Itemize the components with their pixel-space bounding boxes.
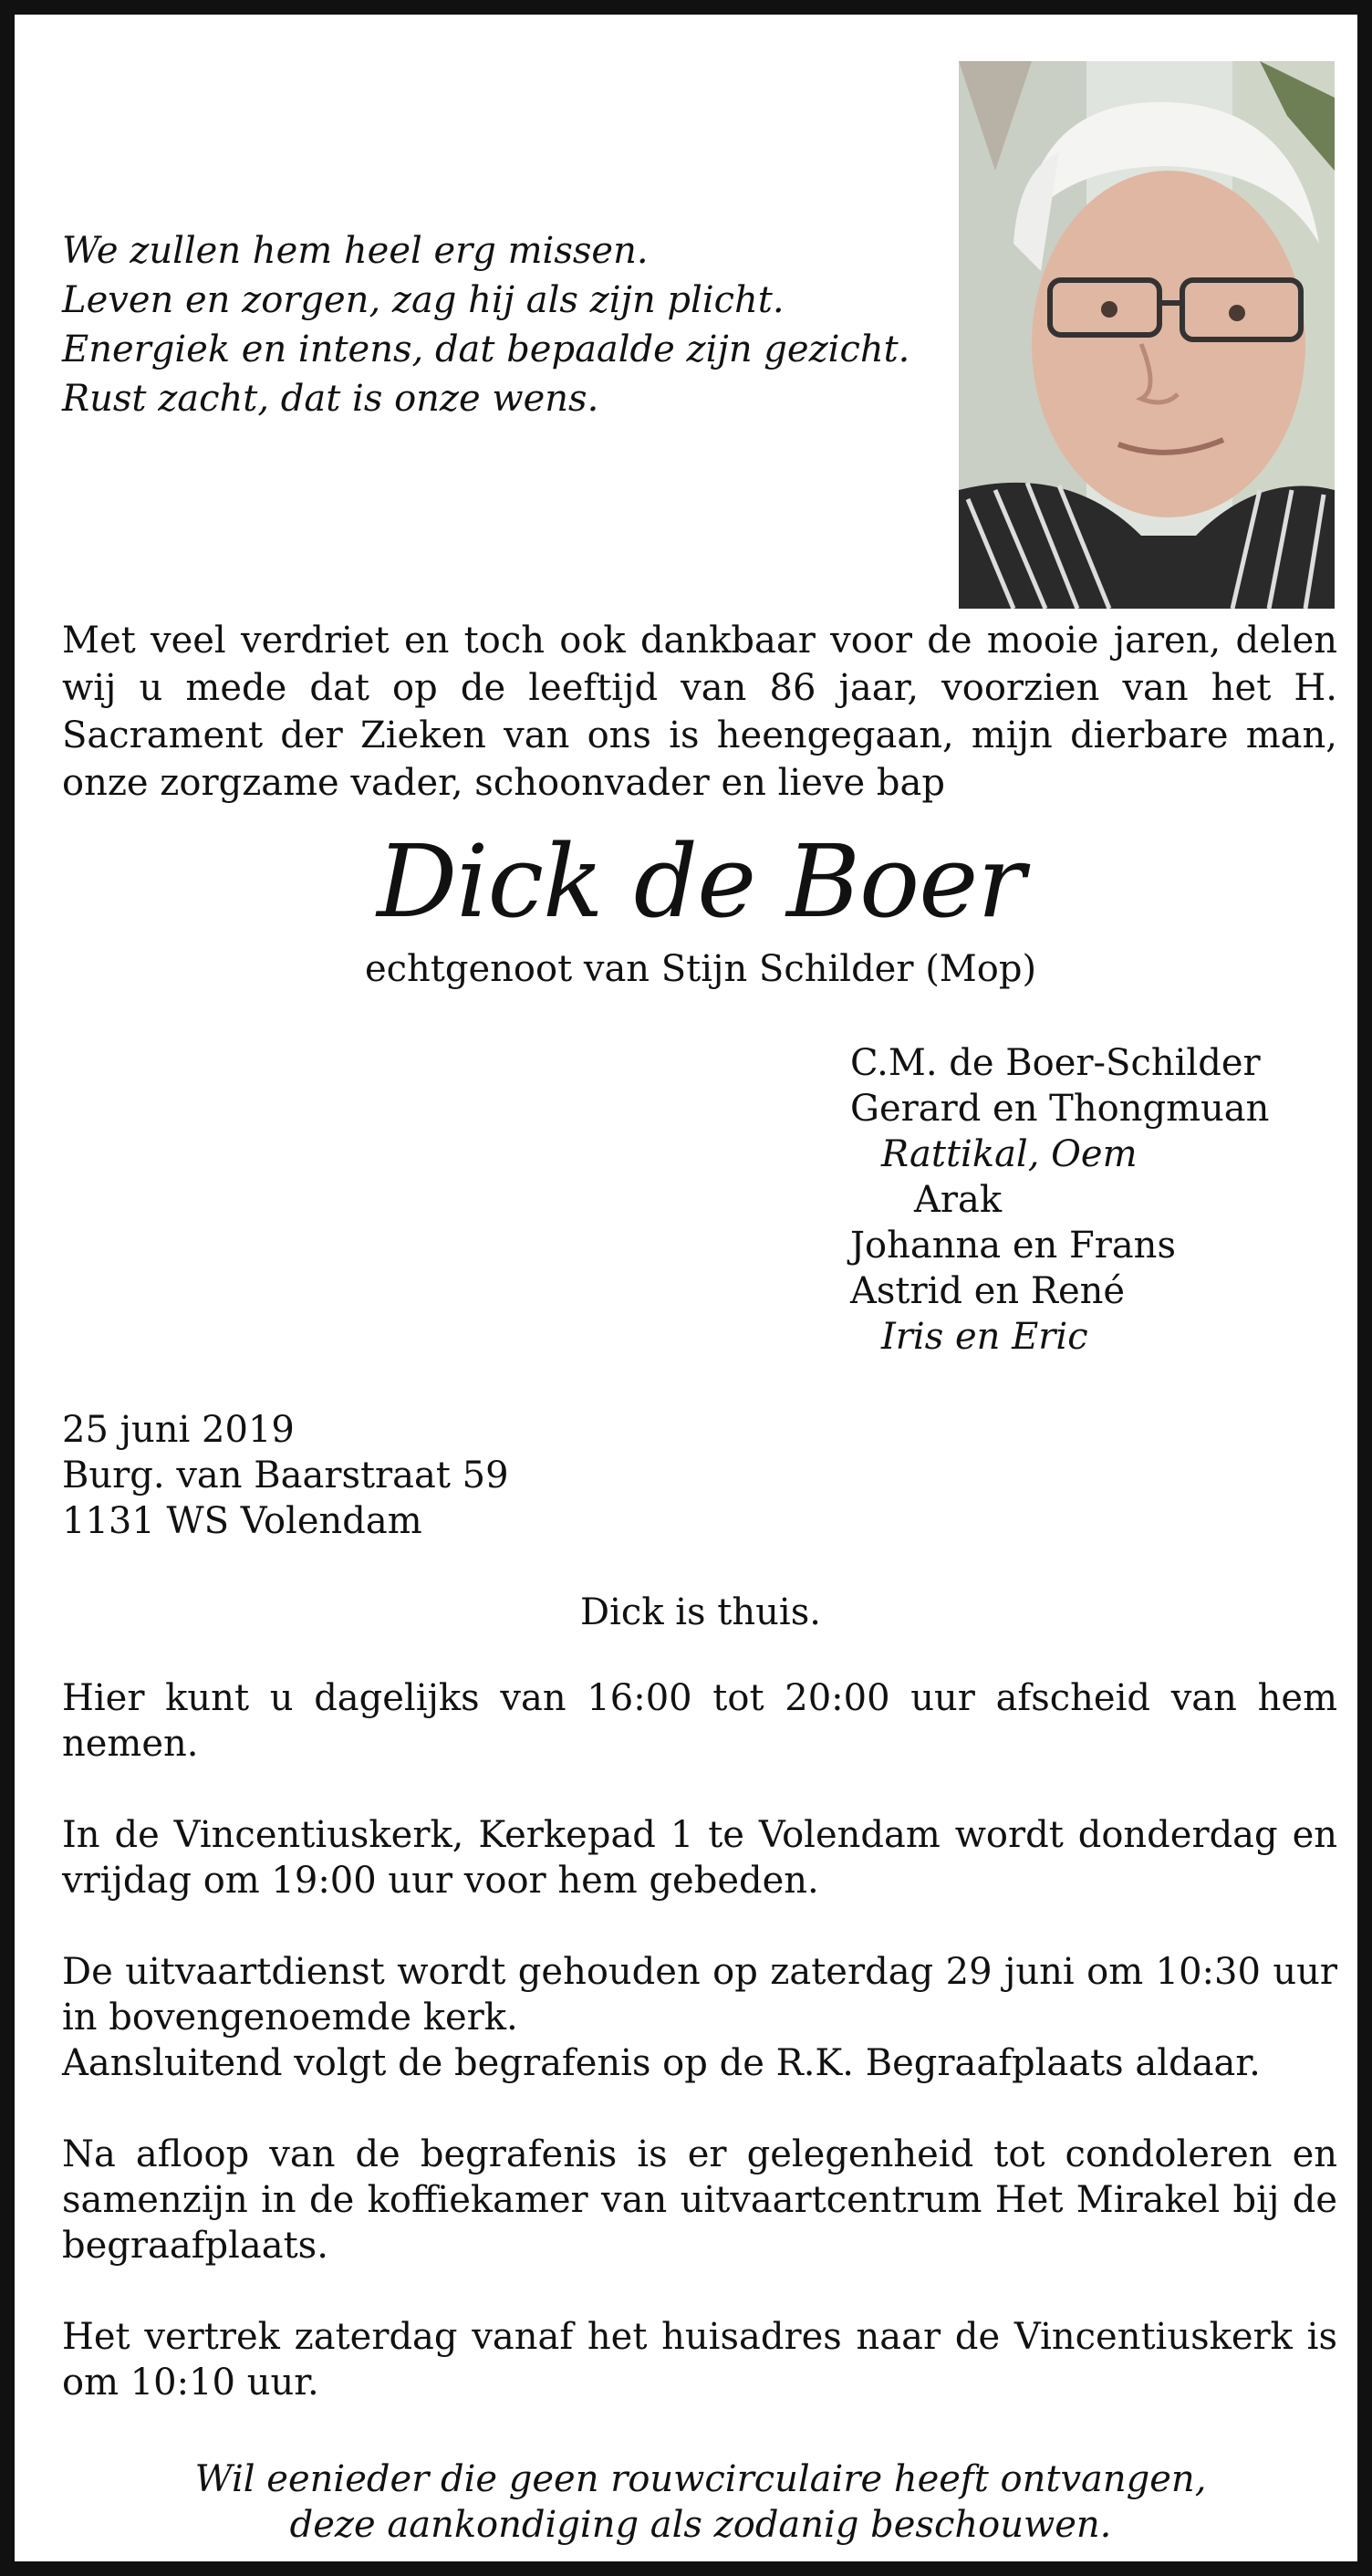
service-paragraph [62, 1949, 1337, 2086]
at-home-line: Dick is thuis. [580, 1591, 821, 1633]
poem-line: Leven en zorgen, zag hij als zijn plicht. [62, 279, 785, 321]
family-list [850, 1040, 1361, 1360]
deceased-name: Dick de Boer [377, 823, 1024, 940]
footer-line: deze aankondiging als zodanig beschouwen. [289, 2504, 1112, 2546]
family-member: Gerard en Thongmuan [850, 1088, 1270, 1130]
poem [62, 226, 956, 423]
portrait-illustration [959, 61, 1335, 609]
condolence-paragraph: Na afloop van de begrafenis is er gelegenheid tot condoleren en samenzijn in de koffiekamer van uitvaartcentrum Het Mirakel bij de begraafplaats. [62, 2133, 1337, 2267]
family-member: Rattikal, Oem [881, 1133, 1138, 1175]
home-address [62, 1407, 701, 1544]
family-member: Iris en Eric [881, 1316, 1088, 1358]
poem-line: We zullen hem heel erg missen. [62, 230, 649, 272]
family-member: Johanna en Frans [850, 1225, 1176, 1267]
visiting-paragraph: Hier kunt u dagelijks van 16:00 tot 20:00 uur afscheid van hem nemen. [62, 1677, 1337, 1765]
street-address: Burg. van Baarstraat 59 [62, 1455, 509, 1497]
spouse-line: echtgenoot van Stijn Schilder (Mop) [364, 948, 1037, 990]
family-member: Arak [914, 1179, 1003, 1221]
notice-date: 25 juni 2019 [62, 1409, 295, 1451]
footer-note [15, 2456, 1372, 2548]
service-line: De uitvaartdienst wordt gehouden op zaterdag 29 juni om 10:30 uur in bovengenoemde kerk. [62, 1951, 1337, 2039]
family-member: Astrid en René [850, 1270, 1126, 1312]
poem-line: Rust zacht, dat is onze wens. [62, 378, 599, 420]
burial-line: Aansluitend volgt de begrafenis op de R.K. Begraafplaats aldaar. [62, 2042, 1261, 2084]
arrangements [62, 1675, 1337, 2451]
footer-line: Wil eenieder die geen rouwcirculaire heeft ontvangen, [194, 2458, 1207, 2500]
family-member: C.M. de Boer-Schilder [850, 1042, 1261, 1084]
portrait-photo [959, 61, 1335, 609]
departure-paragraph: Het vertrek zaterdag vanaf het huisadres naar de Vincentiuskerk is om 10:10 uur. [62, 2316, 1337, 2404]
postal-city: 1131 WS Volendam [62, 1500, 422, 1542]
poem-line: Energiek en intens, dat bepaalde zijn gezicht. [62, 329, 910, 370]
prayer-paragraph: In de Vincentiuskerk, Kerkepad 1 te Volendam wordt donderdag en vrijdag om 19:00 uur voor hem gebeden. [62, 1814, 1337, 1902]
announcement-text: Met veel verdriet en toch ook dankbaar voor de mooie jaren, delen wij u mede dat op de leeftijd van 86 jaar, voorzien van het H. Sacrament der Zieken van ons is heengegaan, mijn dierbare man, onze zorgzame vader, schoonvader en lieve bap [62, 620, 1337, 804]
